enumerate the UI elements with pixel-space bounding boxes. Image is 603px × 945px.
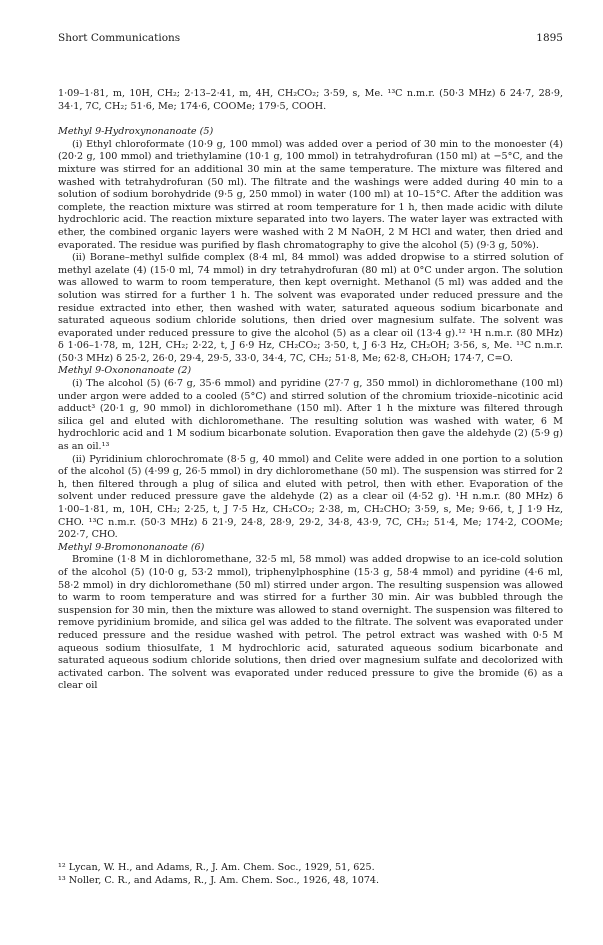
journal-section-title: Short Communications [58,32,181,44]
procedure-paragraph-5: Bromine (1·8 M in dichloromethane, 32·5 ml, 58 mmol) was added dropwise to an ice-cold solution of the alcohol (5) (10·0 g, 53·2 mmol), triphenylphosphine (15·3 g, 58·4 mmol) and pyridine (4·6 ml, 58·2 mmol) in dry dichloromethane (50 ml) stirred under argon. The resulting suspension was allowed to warm to room temperature and was stirred for a further 30 min. Air was bubbled through the suspension for 30 min, then the mixture was allowed to stand overnight. The suspension was filtered to remove pyridinium bromide, and silica gel was added to the filtrate. The solvent was evaporated under reduced pressure and the residue washed with petrol. The petrol extract was washed with 0·5 M aqueous sodium thiosulfate, 1 M hydrochloric acid, saturated aqueous sodium bicarbonate and saturated aqueous sodium chloride solutions, then dried over magnesium sulfate and decolorized with activated carbon. The solvent was evaporated under reduced pressure to give the bromide (6) as a clear oil [58,554,563,692]
section-heading-oxononanoate: Methyl 9-Oxononanoate (2) [58,365,192,377]
footnotes [58,862,563,887]
article-body [58,88,563,693]
page-number: 1895 [536,32,563,44]
section-heading-bromononanoate: Methyl 9-Bromononanoate (6) [58,541,205,553]
procedure-paragraph-1: (i) Ethyl chloroformate (10·9 g, 100 mmol) was added over a period of 30 min to the monoester (4) (20·2 g, 100 mmol) and triethylamine (10·1 g, 100 mmol) in tetrahydrofuran (150 ml) at −5°C, and the mixture was stirred for an additional 30 min at the same temperature. The mixture was filtered and washed with tetrahydrofuran (50 ml). The filtrate and the washings were added during 40 min to a solution of sodium borohydride (9·5 g, 250 mmol) in water (100 ml) at 10–15°C. After the addition was complete, the reaction mixture was stirred at room temperature for 1 h, then made acidic with dilute hydrochloric acid. The reaction mixture separated into two layers. The water layer was extracted with ether, the combined organic layers were washed with 2 M NaOH, 2 M HCl and water, then dried and evaporated. The residue was purified by flash chromatography to give the alcohol (5) (9·3 g, 50%). [58,138,563,251]
procedure-paragraph-3: (i) The alcohol (5) (6·7 g, 35·6 mmol) and pyridine (27·7 g, 350 mmol) in dichloromethane (100 ml) under argon were added to a cooled (5°C) and stirred solution of the chromium trioxide–nicotinic acid adduct³ (20·1 g, 90 mmol) in dichloromethane (150 ml). After 1 h the mixture was filtered through silica gel and eluted with dichloromethane. The resulting solution was washed with water, 6 M hydrochloric acid and 1 M sodium bicarbonate solution. Evaporation then gave the aldehyde (2) (5·9 g) as an oil.¹³ [58,378,563,453]
continued-paragraph: 1·09–1·81, m, 10H, CH₂; 2·13–2·41, m, 4H, CH₂CO₂; 3·59, s, Me. ¹³C n.m.r. (50·3 MHz) δ 24·7, 28·9, 34·1, 7C, CH₂; 51·6, Me; 174·6, COOMe; 179·5, COOH. [58,88,563,112]
footnote-13: ¹³ Noller, C. R., and Adams, R., J. Am. Chem. Soc., 1926, 48, 1074. [58,874,380,886]
running-head [58,32,563,46]
section-heading-hydroxynonanoate: Methyl 9-Hydroxynonanoate (5) [58,126,214,138]
footnote-12: ¹² Lycan, W. H., and Adams, R., J. Am. Chem. Soc., 1929, 51, 625. [58,862,375,873]
procedure-paragraph-4: (ii) Pyridinium chlorochromate (8·5 g, 40 mmol) and Celite were added in one portion to a solution of the alcohol (5) (4·99 g, 26·5 mmol) in dry dichloromethane (50 ml). The suspension was stirred for 2 h, then filtered through a plug of silica and eluted with petrol, then with ether. Evaporation of the solvent under reduced pressure gave the aldehyde (2) as a clear oil (4·52 g). ¹H n.m.r. (80 MHz) δ 1·00–1·81, m, 10H, CH₂; 2·25, t, J 7·5 Hz, CH₂CO₂; 2·38, m, CH₂CHO; 3·59, s, Me; 9·66, t, J 1·9 Hz, CHO. ¹³C n.m.r. (50·3 MHz) δ 21·9, 24·8, 28·9, 29·2, 34·8, 43·9, 7C, CH₂; 51·4, Me; 174·2, COOMe; 202·7, CHO. [58,453,563,541]
procedure-paragraph-2: (ii) Borane–methyl sulfide complex (8·4 ml, 84 mmol) was added dropwise to a stirred solution of methyl azelate (4) (15·0 ml, 74 mmol) in dry tetrahydrofuran (80 ml) at 0°C under argon. The solution was allowed to warm to room temperature, then kept overnight. Methanol (5 ml) was added and the solution was stirred for a further 1 h. The solvent was evaporated under reduced pressure and the residue extracted into ether, then washed with water, saturated aqueous sodium bicarbonate and saturated aqueous sodium chloride solutions, then dried over magnesium sulfate. The solvent was evaporated under reduced pressure to give the alcohol (5) as a clear oil (13·4 g).¹² ¹H n.m.r. (80 MHz) δ 1·06–1·78, m, 12H, CH₂; 2·22, t, J 6·9 Hz, CH₂CO₂; 3·50, t, J 6·3 Hz, CH₂OH; 3·56, s, Me. ¹³C n.m.r. (50·3 MHz) δ 25·2, 26·0, 29·4, 29·5, 33·0, 34·4, 7C, CH₂; 51·8, Me; 62·8, CH₂OH; 174·7, C=O. [58,252,563,364]
